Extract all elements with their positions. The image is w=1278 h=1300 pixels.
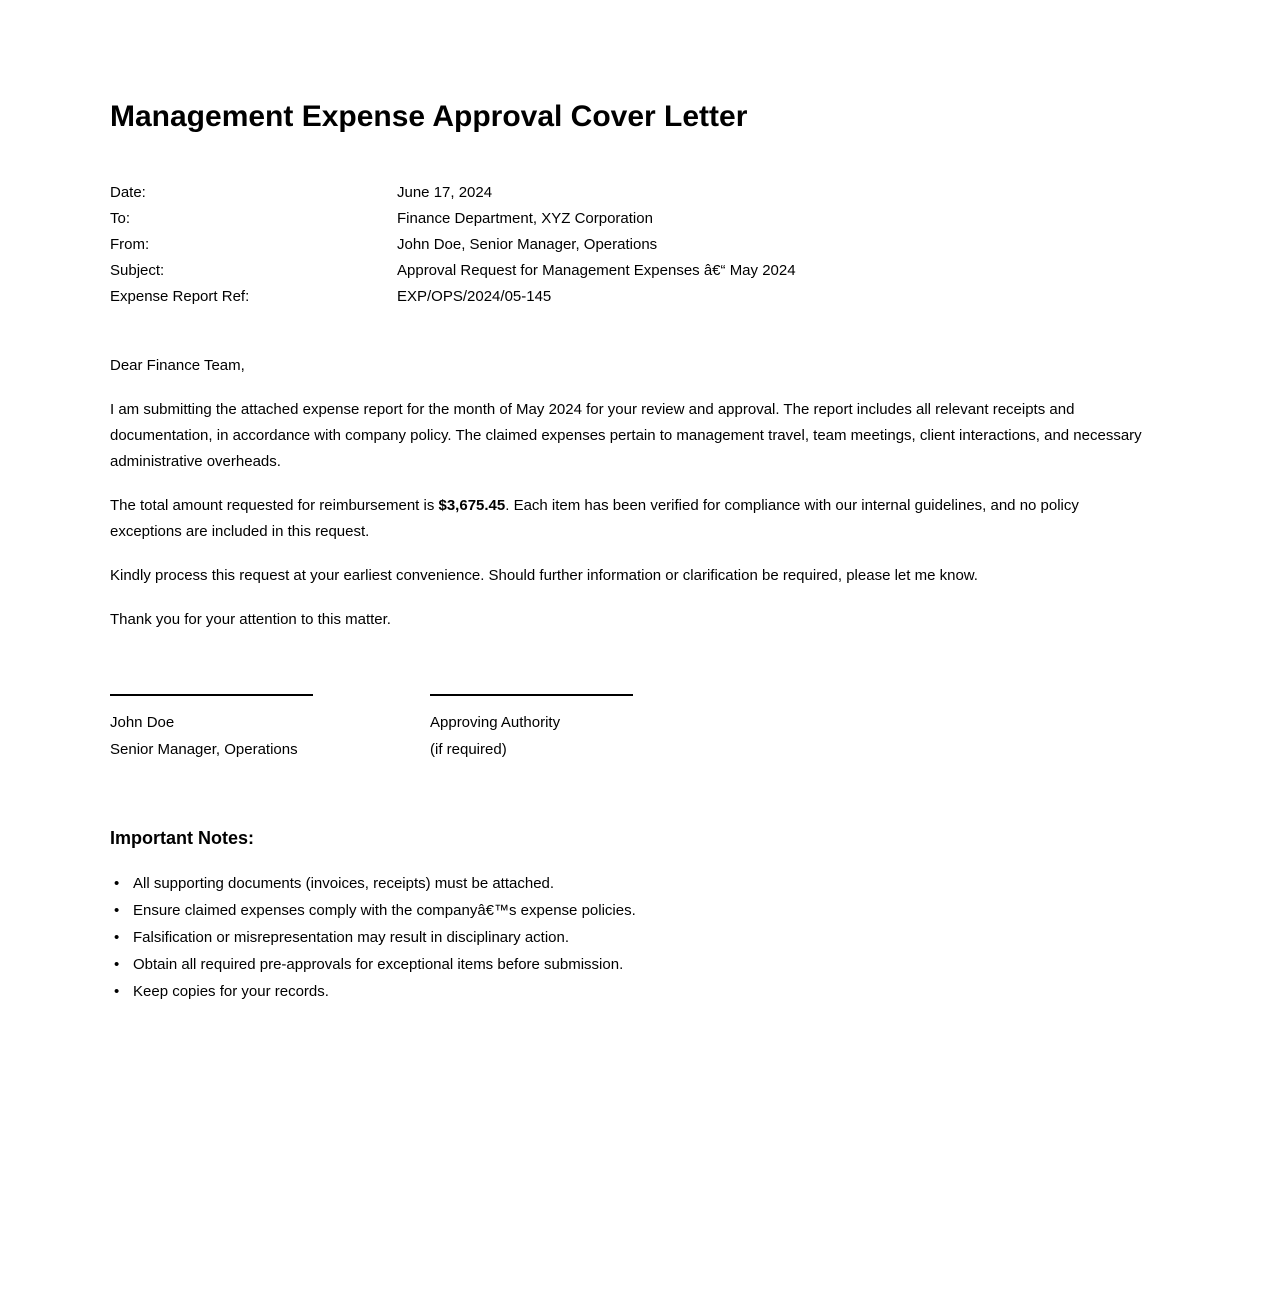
notes-heading: Important Notes: [110,828,254,848]
meta-row-date [110,180,1145,206]
signature-block-sender [110,694,313,763]
meta-value-expense-report-ref: EXP/OPS/2024/05-145 [397,288,552,305]
meta-row-to [110,206,1145,232]
paragraph-submission: I am submitting the attached expense report for the month of May 2024 for your review and approval. The report includes all relevant receipts and documentation, in accordance with company policy. The claimed expenses pertain to management travel, team meetings, client interactions, and necessary administrative overheads. [110,401,1142,470]
signature-section [110,694,1145,763]
meta-label-date: Date: [110,184,146,201]
letter-meta-table [110,180,1145,310]
paragraph-total-amount-before: The total amount requested for reimbursement is [110,497,439,514]
meta-label-to: To: [110,210,131,227]
signature-line-sender [110,694,313,696]
meta-label-expense-report-ref: Expense Report Ref: [110,288,250,305]
signature-approver-title: (if required) [430,741,507,758]
meta-label-subject: Subject: [110,262,165,279]
meta-row-subject [110,258,1145,284]
meta-label-from: From: [110,236,150,253]
list-item-pre-approvals: • Obtain all required pre-approvals for exceptional items before submission. [110,951,1145,978]
paragraph-total-amount [110,493,1145,545]
list-item-falsification: • Falsification or misrepresentation may result in disciplinary action. [110,924,1145,951]
meta-row-from [110,232,1145,258]
total-amount-value: $3,675.45 [438,497,506,514]
paragraph-total-amount-after: . Each item has been verified for compliance with our internal guidelines, and no policy exceptions are included in this request. [110,497,1079,540]
signature-sender-title: Senior Manager, Operations [110,741,298,758]
signature-sender-name: John Doe [110,714,175,731]
signature-approver-name: Approving Authority [430,714,561,731]
paragraph-process-request: Kindly process this request at your earliest convenience. Should further information or clarification be required, please let me know. [110,567,978,584]
list-item-keep-copies: • Keep copies for your records. [110,978,1145,1005]
meta-value-from: John Doe, Senior Manager, Operations [397,236,658,253]
meta-value-to: Finance Department, XYZ Corporation [397,210,653,227]
list-item-attach-documents: • All supporting documents (invoices, receipts) must be attached. [110,870,1145,897]
signature-block-approver [430,694,633,763]
paragraph-thanks: Thank you for your attention to this matter. [110,611,391,628]
notes-list [110,870,1145,1005]
meta-row-expense-report-ref [110,284,1145,310]
meta-value-date: June 17, 2024 [397,184,493,201]
page-title: Management Expense Approval Cover Letter [110,100,748,133]
meta-value-subject: Approval Request for Management Expenses â€“ May 2024 [397,262,796,279]
list-item-policy-compliance: • Ensure claimed expenses comply with the companyâ€™s expense policies. [110,897,1145,924]
salutation: Dear Finance Team, [110,357,245,374]
signature-line-approver [430,694,633,696]
